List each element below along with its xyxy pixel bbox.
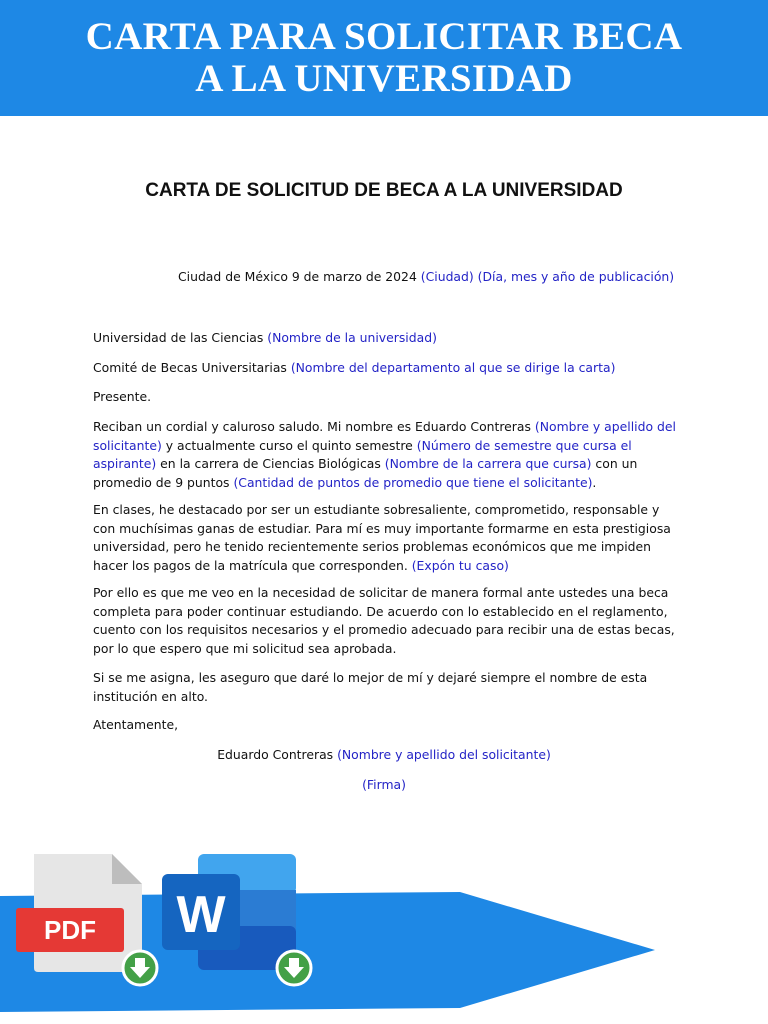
closing: Atentamente, — [93, 717, 179, 732]
p1-hint-name: (Nombre y apellido del solicitante) — [93, 419, 676, 453]
paragraph-request: Por ello es que me veo en la necesidad de solicitar de manera formal ante ustedes una beca completa para poder continuar estudiando. De acuerdo con lo establecido en el reglamento, cuento con los requisitos necesarios y el promedio adecuado para recibir una de estas becas, por lo que espero que mi solicitud sea aprobada. — [93, 585, 675, 656]
p2-hint: (Expón tu caso) — [411, 557, 509, 573]
university-name: Universidad de las Ciencias — [93, 330, 268, 345]
p1-hint-average: (Cantidad de puntos de promedio que tiene el solicitante) — [233, 474, 593, 490]
banner-title-line-1: CARTA PARA SOLICITAR BECA — [85, 15, 683, 58]
recipient-committee — [93, 359, 678, 378]
date-hint: (Ciudad) (Día, mes y año de publicación) — [420, 269, 675, 284]
signature-line — [0, 776, 768, 795]
header-banner — [0, 0, 768, 116]
p1-text-b: y actualmente curso el quinto semestre — [161, 437, 417, 453]
paragraph-intro — [93, 418, 678, 492]
p1-hint-career: (Nombre de la carrera que cursa) — [384, 456, 592, 471]
signer-line — [0, 746, 768, 765]
committee-name: Comité de Becas Universitarias — [93, 360, 291, 375]
p2-text: En clases, he destacado por ser un estudiante sobresaliente, comprometido, responsable y con muchísimas ganas de estudiar. Para mí es muy importante formarme en esta prestigiosa universidad, pero he tenido recientemente serios problemas económicos que me impiden hacer los pagos de la matrícula que corresponden. — [93, 502, 671, 573]
signer-name: Eduardo Contreras — [217, 747, 338, 762]
signature-hint: (Firma) — [362, 777, 406, 792]
paragraph-case — [93, 501, 678, 575]
committee-hint: (Nombre del departamento al que se dirige la carta) — [290, 360, 616, 375]
pdf-download-icon[interactable] — [14, 852, 164, 988]
word-download-icon[interactable] — [160, 852, 320, 988]
letter-title: CARTA DE SOLICITUD DE BECA A LA UNIVERSIDAD — [145, 180, 623, 201]
paragraph-commitment: Si se me asigna, les aseguro que daré lo mejor de mí y dejaré siempre el nombre de esta institución en alto. — [93, 670, 648, 704]
pdf-page-fold — [112, 854, 142, 884]
p1-text-e: . — [592, 474, 597, 490]
signer-hint: (Nombre y apellido del solicitante) — [337, 747, 551, 762]
p1-hint-semester: (Número de semestre que cursa el aspirante) — [93, 437, 632, 471]
p1-text-d: con un promedio de 9 puntos — [93, 456, 638, 490]
date-line — [178, 269, 674, 284]
recipient-university — [93, 329, 678, 348]
pdf-label: PDF — [44, 915, 96, 945]
date-text: Ciudad de México 9 de marzo de 2024 — [178, 269, 421, 284]
p1-text-c: en la carrera de Ciencias Biológicas — [156, 456, 385, 471]
salutation-presente: Presente. — [93, 389, 152, 404]
university-hint: (Nombre de la universidad) — [267, 330, 437, 345]
word-label: W — [176, 886, 226, 944]
p1-text-a: Reciban un cordial y caluroso saludo. Mi nombre es Eduardo Contreras — [93, 419, 535, 434]
banner-title-line-2: A LA UNIVERSIDAD — [195, 57, 573, 100]
